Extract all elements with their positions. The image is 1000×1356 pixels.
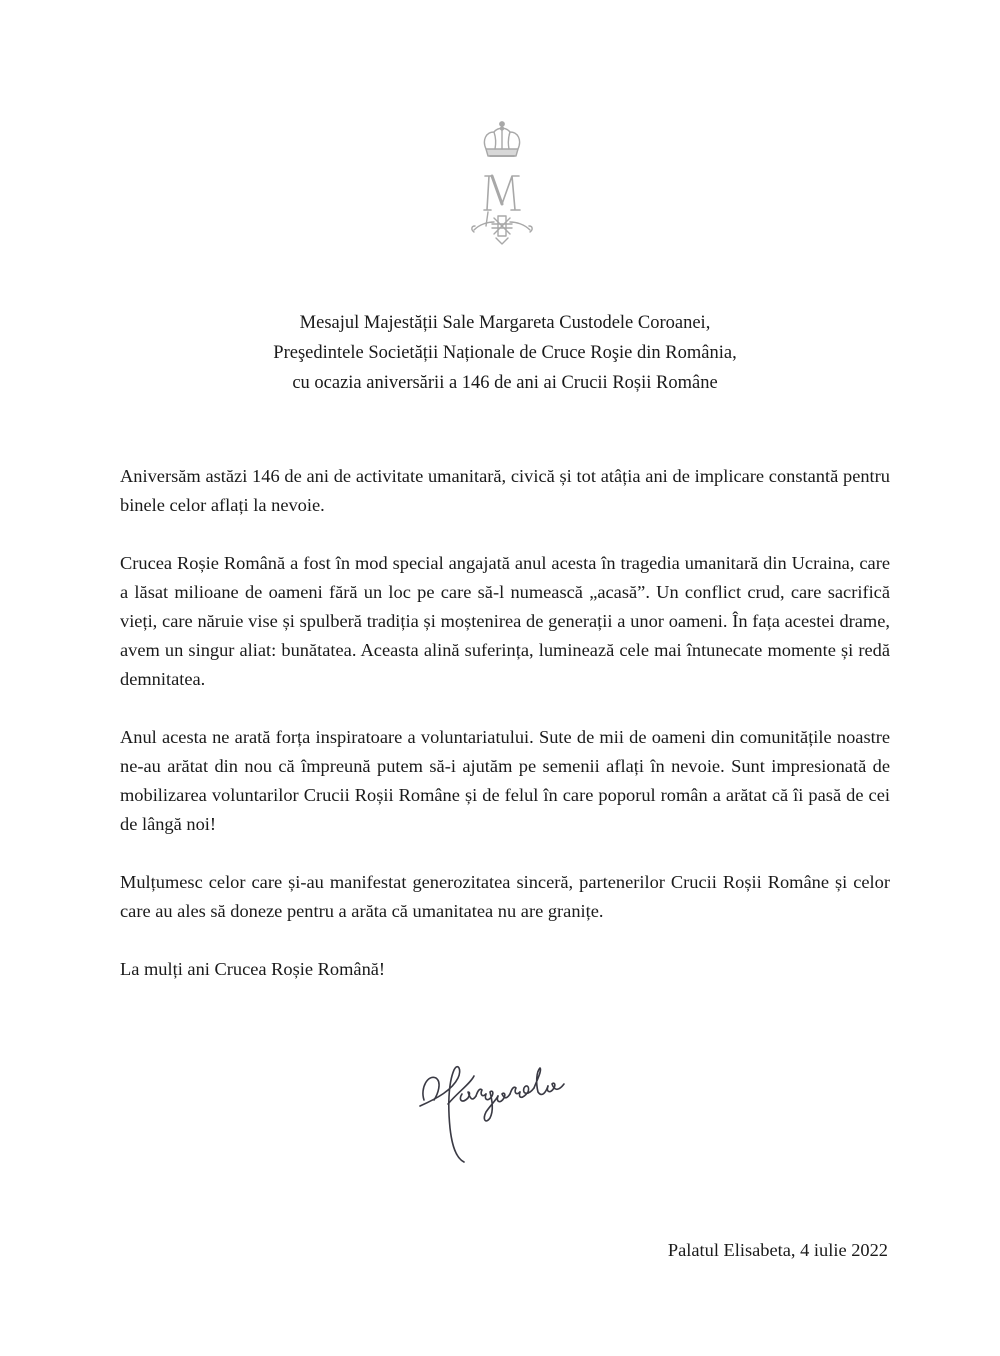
body-paragraph-2: Crucea Roșie Română a fost în mod special angajată anul acesta în tragedia umanitară din Ucraina, care a lăsat milioane de oameni fără un loc pe care să-l numească „acasă”. Un conflict crud, care sacrifică vieți, care năruie vise și spulberă tradiția și moștenirea de generații a unor oameni. În fața acestei drame, avem un singur aliat: bunătatea. Aceasta alină suferința, luminează cele mai întunecate momente și redă demnitatea.: [120, 553, 890, 689]
handwritten-signature: [418, 1048, 596, 1170]
letter-title: [120, 308, 890, 398]
body-paragraph-1: Aniversăm astăzi 146 de ani de activitate umanitară, civică și tot atâția ani de implicare constantă pentru binele celor aflați la nevoie.: [120, 466, 890, 515]
body-paragraph-3: Anul acesta ne arată forța inspiratoare a voluntariatului. Sute de mii de oameni din comunitățile noastre ne-au arătat din nou că împreună putem să-i ajutăm pe semenii aflați în nevoie. Sunt impresionată de mobilizarea voluntarilor Crucii Roșii Române și de felul în care poporul român a arătat că îi pasă de cei de lângă noi!: [120, 727, 890, 834]
body-paragraph-4: Mulțumesc celor care și-au manifestat generozitatea sinceră, partenerilor Crucii Roșii Române și celor care au ales să doneze pentru a arăta că umanitatea nu are granițe.: [120, 872, 890, 921]
royal-crown-monogram-icon: [468, 118, 536, 248]
title-line-3: cu ocazia aniversării a 146 de ani ai Crucii Roșii Române: [292, 373, 718, 393]
title-line-1: Mesajul Majestății Sale Margareta Custodele Coroanei,: [299, 313, 711, 333]
dateline: Palatul Elisabeta, 4 iulie 2022: [667, 1240, 888, 1260]
title-line-2: Preşedintele Societății Naționale de Cruce Roşie din România,: [273, 343, 737, 363]
letter-body: [120, 462, 890, 1013]
body-paragraph-closing: La mulți ani Crucea Roșie Română!: [120, 959, 386, 979]
